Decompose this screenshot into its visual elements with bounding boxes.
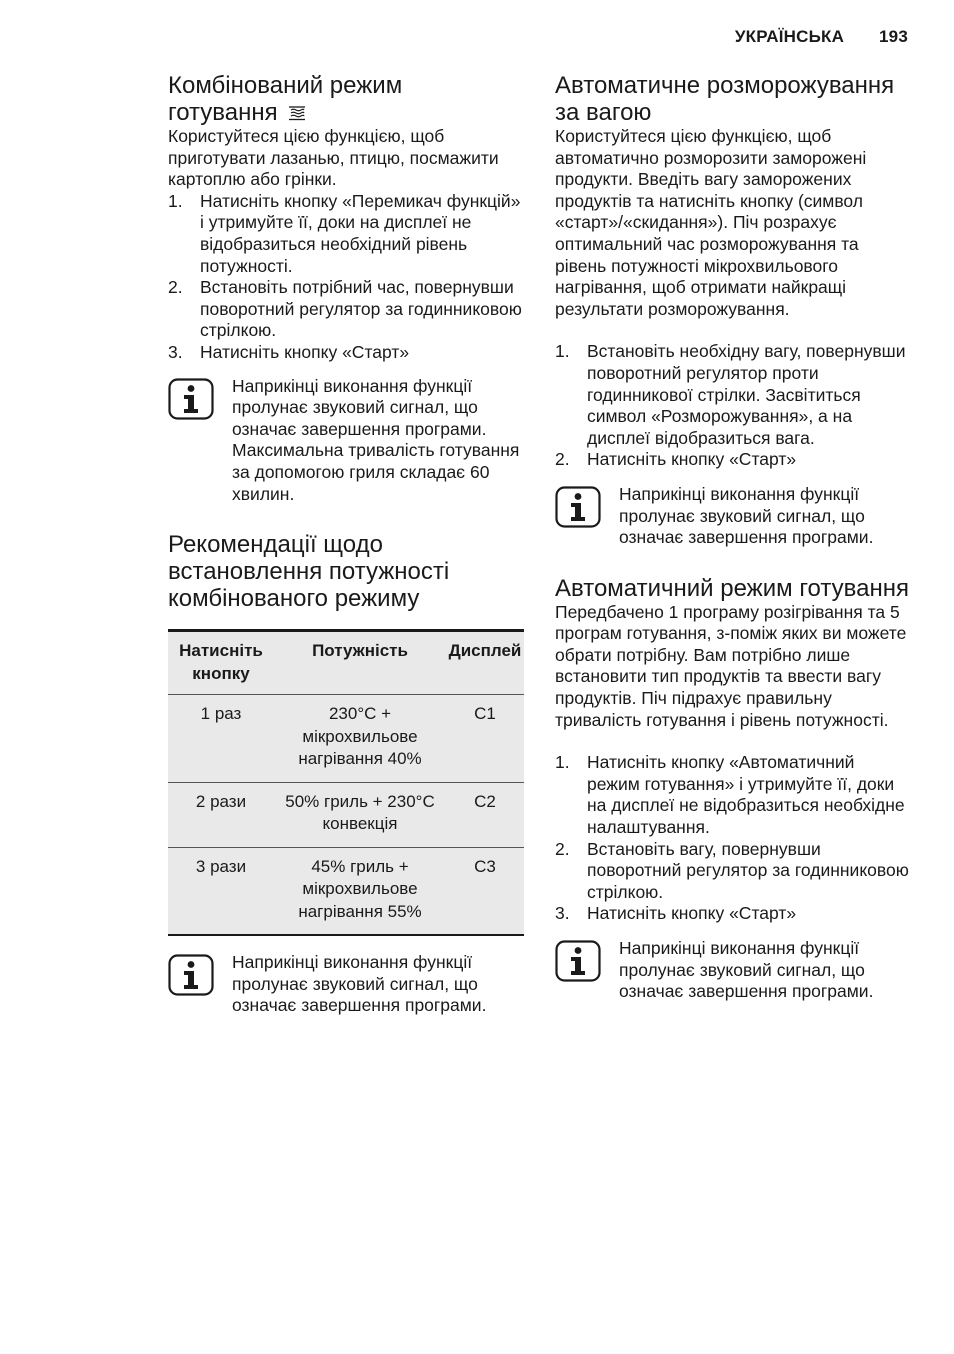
info-icon xyxy=(168,954,214,996)
defrost-steps xyxy=(555,341,911,471)
info-icon xyxy=(555,486,601,528)
table-row xyxy=(168,695,524,783)
defrost-intro: Користуйтеся цією функцією, щоб автоматично розморозити заморожені продукти. Введіть вагу заморожених продуктів та натисніть кнопку (символ «старт»/«скидання»). Піч розрахує оптимальний час розморожування та рівень потужності мікрохвильового нагрівання, щоб отримати найкращі результати розморожування. xyxy=(555,126,867,319)
table-header-row xyxy=(168,631,524,695)
info-icon xyxy=(168,378,214,420)
table-cell: 50% гриль + 230°C конвекція xyxy=(285,791,435,834)
table-cell: 1 раз xyxy=(200,704,242,724)
table-cell: 45% гриль + мікрохвильове нагрівання 55% xyxy=(298,856,422,921)
auto-cook-steps xyxy=(555,752,911,925)
grill-microwave-icon xyxy=(288,105,306,121)
table-cell: 230°C + мікрохвильове нагрівання 40% xyxy=(298,704,422,769)
page-number: 193 xyxy=(879,27,908,46)
section-title-auto-cook: Автоматичний режим готування xyxy=(555,574,909,602)
list-item: 2. Встановіть потрібний час, повернувши поворотний регулятор за годинниковою стрілкою. xyxy=(168,277,522,341)
column-header: Натисніть кнопку xyxy=(179,641,263,683)
list-item: 1. Встановіть необхідну вагу, повернувши поворотний регулятор проти годинникової стрілки. Засвітиться символ «Розморожування», а на дисплеї відобразиться вага. xyxy=(555,341,906,448)
info-note xyxy=(168,952,524,1017)
note-text: Наприкінці виконання функції пролунає звуковий сигнал, що означає завершення програми. xyxy=(232,952,487,1016)
section-title-combined: Комбінований режим готування xyxy=(168,72,403,126)
table-cell: C1 xyxy=(474,704,496,724)
list-item: 1. Натисніть кнопку «Автоматичний режим готування» і утримуйте її, доки на дисплеї не відобразиться необхідне налаштування. xyxy=(555,752,905,838)
info-note xyxy=(555,484,911,549)
table-cell: 3 рази xyxy=(195,856,247,876)
section-title-recommendations: Рекомендації щодо встановлення потужності комбінованого режиму xyxy=(168,531,450,613)
note-text: Наприкінці виконання функції пролунає звуковий сигнал, що означає завершення програми. xyxy=(619,483,874,548)
table-row xyxy=(168,847,524,935)
column-header: Потужність xyxy=(312,641,408,661)
list-item: 2. Натисніть кнопку «Старт» xyxy=(555,449,797,470)
table-cell: C3 xyxy=(474,856,496,876)
page-header xyxy=(735,27,908,47)
note-text: Наприкінці виконання функції пролунає звуковий сигнал, що означає завершення програми. xyxy=(619,938,874,1002)
list-item: 1. Натисніть кнопку «Перемикач функцій» і утримуйте її, доки на дисплеї не відобразиться необхідний рівень потужності. xyxy=(168,190,521,276)
table-row xyxy=(168,782,524,847)
table-cell: C2 xyxy=(474,791,496,811)
power-table xyxy=(168,629,524,936)
table-cell: 2 рази xyxy=(195,791,247,811)
list-item: 3. Натисніть кнопку «Старт» xyxy=(168,341,410,362)
section-title-defrost: Автоматичне розморожування за вагою xyxy=(555,72,895,126)
combined-intro: Користуйтеся цією функцією, щоб приготувати лазанью, птицю, посмажити картоплю або грінки. xyxy=(168,126,499,190)
list-item: 3. Натисніть кнопку «Старт» xyxy=(555,903,797,924)
column-header: Дисплей xyxy=(448,641,522,661)
right-column xyxy=(555,72,911,1003)
auto-cook-intro: Передбачено 1 програму розігрівання та 5 програм готування, з-поміж яких ви можете обрати потрібну. Вам потрібно лише встановити тип продуктів та ввести вагу продуктів. Піч підрахує правильну тривалість готування і рівень потужності. xyxy=(555,601,907,730)
info-icon xyxy=(555,940,601,982)
language-label: УКРАЇНСЬКА xyxy=(734,27,845,46)
left-column xyxy=(168,72,524,1017)
note-text: Наприкінці виконання функції пролунає звуковий сигнал, що означає завершення програми. Максимальна тривалість готування за допомогою гриля складає 60 хвилин. xyxy=(232,375,520,504)
combined-steps xyxy=(168,191,524,364)
list-item: 2. Встановіть вагу, повернувши поворотний регулятор за годинниковою стрілкою. xyxy=(555,838,909,902)
info-note xyxy=(555,938,911,1003)
info-note xyxy=(168,376,524,506)
